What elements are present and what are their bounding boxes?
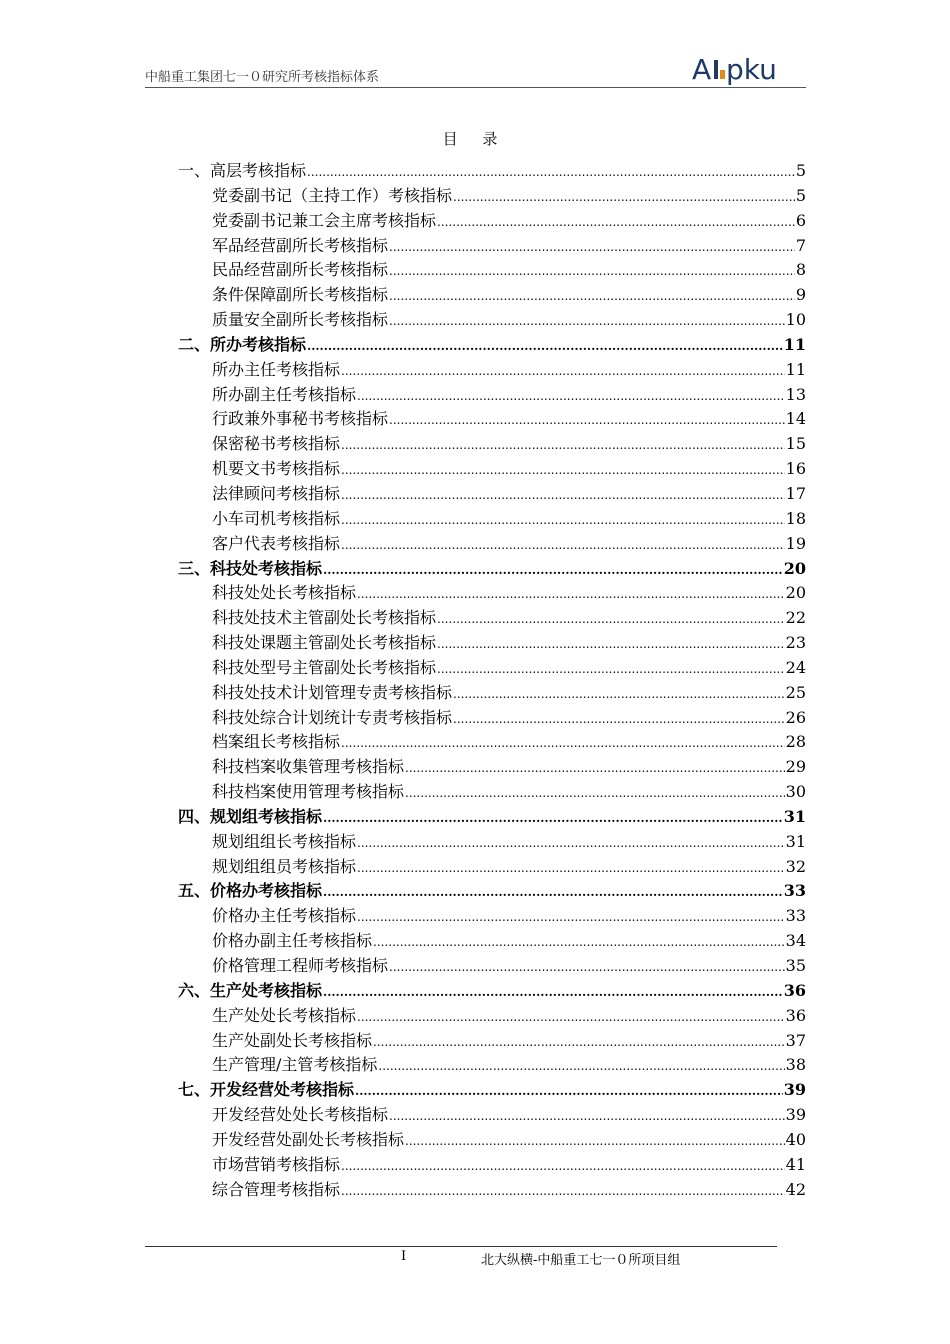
toc-entry-label: 档案组长考核指标 xyxy=(212,732,341,752)
toc-entry-page: 13 xyxy=(785,384,806,404)
footer-rule xyxy=(145,1246,777,1247)
toc-entry[interactable] xyxy=(178,507,806,532)
toc-entry[interactable] xyxy=(178,383,806,408)
toc-entry-label: 科技处技术计划管理专责考核指标 xyxy=(212,682,453,702)
toc-entry[interactable] xyxy=(178,258,806,283)
toc-entry[interactable] xyxy=(178,184,806,209)
toc-entry[interactable] xyxy=(178,457,806,482)
toc-entry-page: 34 xyxy=(785,931,806,951)
toc-entry[interactable] xyxy=(178,234,806,259)
toc-entry[interactable] xyxy=(178,805,806,830)
toc-leader-dots xyxy=(373,1030,785,1055)
toc-entry[interactable] xyxy=(178,706,806,731)
toc-leader-dots xyxy=(323,880,783,905)
toc-entry-page: 23 xyxy=(785,633,806,653)
footer-org: 北大纵横-中船重工七一０所项目组 xyxy=(481,1253,681,1268)
toc-entry-page: 9 xyxy=(795,285,806,305)
toc-entry-page: 25 xyxy=(785,682,806,702)
toc-entry[interactable] xyxy=(178,557,806,582)
toc-entry-page: 33 xyxy=(785,906,806,926)
toc-leader-dots xyxy=(373,930,785,955)
toc-entry-page: 39 xyxy=(785,1105,806,1125)
toc-leader-dots xyxy=(341,533,785,558)
toc-entry-label: 开发经营处副处长考核指标 xyxy=(212,1129,405,1149)
toc-entry[interactable] xyxy=(178,1178,806,1203)
toc-entry-page: 36 xyxy=(783,980,806,1000)
toc-leader-dots xyxy=(389,1104,785,1129)
toc-entry-label: 综合管理考核指标 xyxy=(212,1179,341,1199)
toc-entry[interactable] xyxy=(178,1153,806,1178)
toc-entry-page: 18 xyxy=(785,508,806,528)
toc-entry-label: 党委副书记兼工会主席考核指标 xyxy=(212,210,437,230)
toc-leader-dots xyxy=(437,210,795,235)
toc-entry-page: 5 xyxy=(795,161,806,180)
toc-entry-page: 14 xyxy=(785,409,806,429)
toc-entry-label: 生产处副处长考核指标 xyxy=(212,1030,373,1050)
toc-entry[interactable] xyxy=(178,904,806,929)
logo-text-a: A xyxy=(692,53,712,86)
toc-leader-dots xyxy=(378,1054,784,1079)
toc-leader-dots xyxy=(389,955,785,980)
toc-entry[interactable] xyxy=(178,830,806,855)
toc-entry-label: 科技档案收集管理考核指标 xyxy=(212,757,405,777)
toc-entry-label: 质量安全副所长考核指标 xyxy=(212,310,389,330)
table-of-contents xyxy=(178,159,806,1202)
toc-leader-dots xyxy=(405,1129,785,1154)
footer-page-number: I xyxy=(401,1249,407,1264)
toc-leader-dots xyxy=(341,359,785,384)
toc-entry-label: 民品经营副所长考核指标 xyxy=(212,260,389,280)
toc-leader-dots xyxy=(341,1154,785,1179)
toc-entry-page: 41 xyxy=(785,1154,806,1174)
toc-entry-label: 规划组组长考核指标 xyxy=(212,831,357,851)
toc-entry-page: 5 xyxy=(795,185,806,205)
toc-entry-page: 7 xyxy=(795,235,806,255)
toc-entry[interactable] xyxy=(178,1004,806,1029)
toc-entry[interactable] xyxy=(178,656,806,681)
toc-leader-dots xyxy=(453,682,785,707)
toc-entry-label: 生产管理/主管考核指标 xyxy=(212,1055,378,1075)
toc-entry-label: 军品经营副所长考核指标 xyxy=(212,235,389,255)
toc-entry[interactable] xyxy=(178,929,806,954)
toc-entry-page: 39 xyxy=(783,1080,806,1100)
toc-entry-page: 22 xyxy=(785,608,806,628)
toc-entry-label: 价格办副主任考核指标 xyxy=(212,931,373,951)
toc-entry[interactable] xyxy=(178,631,806,656)
toc-entry-label: 三、科技处考核指标 xyxy=(178,558,323,578)
toc-entry-label: 所办副主任考核指标 xyxy=(212,384,357,404)
toc-entry-page: 31 xyxy=(785,831,806,851)
toc-entry[interactable] xyxy=(178,681,806,706)
toc-leader-dots xyxy=(437,632,785,657)
toc-entry-label: 科技档案使用管理考核指标 xyxy=(212,782,405,802)
toc-leader-dots xyxy=(355,1079,783,1104)
header-rule xyxy=(145,87,806,88)
toc-entry-page: 11 xyxy=(783,334,806,354)
toc-entry-page: 37 xyxy=(785,1030,806,1050)
toc-leader-dots xyxy=(307,334,783,359)
toc-leader-dots xyxy=(405,756,785,781)
toc-entry-label: 四、规划组考核指标 xyxy=(178,806,323,826)
toc-entry-label: 开发经营处处长考核指标 xyxy=(212,1105,389,1125)
toc-entry[interactable] xyxy=(178,1078,806,1103)
toc-entry[interactable] xyxy=(178,159,806,184)
toc-entry-label: 七、开发经营处考核指标 xyxy=(178,1080,355,1100)
toc-entry[interactable] xyxy=(178,879,806,904)
toc-leader-dots xyxy=(357,831,785,856)
toc-leader-dots xyxy=(357,905,785,930)
toc-entry[interactable] xyxy=(178,283,806,308)
toc-leader-dots xyxy=(453,707,785,732)
toc-entry[interactable] xyxy=(178,730,806,755)
header-title: 中船重工集团七一０研究所考核指标体系 xyxy=(145,70,380,85)
toc-entry-label: 行政兼外事秘书考核指标 xyxy=(212,409,389,429)
toc-entry-label: 条件保障副所长考核指标 xyxy=(212,285,389,305)
toc-leader-dots xyxy=(389,235,795,260)
toc-leader-dots xyxy=(341,433,785,458)
toc-leader-dots xyxy=(389,259,795,284)
toc-entry-page: 40 xyxy=(785,1129,806,1149)
toc-entry-page: 28 xyxy=(785,732,806,752)
toc-entry-label: 科技处综合计划统计专责考核指标 xyxy=(212,707,453,727)
toc-leader-dots xyxy=(437,657,785,682)
toc-entry-label: 法律顾问考核指标 xyxy=(212,483,341,503)
toc-entry-page: 24 xyxy=(785,657,806,677)
toc-entry[interactable] xyxy=(178,606,806,631)
toc-leader-dots xyxy=(357,1005,785,1030)
toc-entry-page: 33 xyxy=(783,881,806,901)
toc-entry-label: 机要文书考核指标 xyxy=(212,459,341,479)
toc-entry[interactable] xyxy=(178,333,806,358)
toc-entry-page: 42 xyxy=(785,1179,806,1199)
toc-leader-dots xyxy=(389,309,785,334)
toc-entry-label: 所办主任考核指标 xyxy=(212,359,341,379)
toc-leader-dots xyxy=(323,558,783,583)
toc-leader-dots xyxy=(341,731,785,756)
toc-entry-label: 二、所办考核指标 xyxy=(178,334,307,354)
logo-text-rest: pku xyxy=(726,53,777,86)
toc-entry-label: 科技处课题主管副处长考核指标 xyxy=(212,633,437,653)
toc-entry-page: 11 xyxy=(785,359,806,379)
toc-entry-label: 生产处处长考核指标 xyxy=(212,1005,357,1025)
toc-entry-page: 35 xyxy=(785,956,806,975)
toc-entry-page: 17 xyxy=(785,483,806,503)
toc-entry[interactable] xyxy=(178,954,806,979)
toc-entry-label: 市场营销考核指标 xyxy=(212,1154,341,1174)
toc-entry-label: 一、高层考核指标 xyxy=(178,161,307,180)
toc-entry[interactable] xyxy=(178,532,806,557)
toc-entry-label: 六、生产处考核指标 xyxy=(178,980,323,1000)
toc-entry-label: 规划组组员考核指标 xyxy=(212,856,357,876)
toc-entry-page: 16 xyxy=(785,459,806,479)
toc-entry[interactable] xyxy=(178,581,806,606)
toc-entry[interactable] xyxy=(178,407,806,432)
toc-entry[interactable] xyxy=(178,482,806,507)
toc-entry-page: 15 xyxy=(785,434,806,454)
toc-leader-dots xyxy=(341,483,785,508)
toc-entry-label: 保密秘书考核指标 xyxy=(212,434,341,454)
toc-entry-page: 20 xyxy=(785,583,806,603)
toc-entry[interactable] xyxy=(178,755,806,780)
toc-entry-label: 价格办主任考核指标 xyxy=(212,906,357,926)
toc-entry[interactable] xyxy=(178,855,806,880)
toc-entry[interactable] xyxy=(178,979,806,1004)
toc-leader-dots xyxy=(323,806,783,831)
toc-entry-page: 32 xyxy=(785,856,806,876)
toc-leader-dots xyxy=(357,582,785,607)
toc-leader-dots xyxy=(341,508,785,533)
toc-leader-dots xyxy=(405,781,785,806)
toc-entry-label: 五、价格办考核指标 xyxy=(178,881,323,901)
toc-entry-label: 科技处技术主管副处长考核指标 xyxy=(212,608,437,628)
toc-entry-label: 党委副书记（主持工作）考核指标 xyxy=(212,185,453,205)
toc-entry-page: 31 xyxy=(783,806,806,826)
toc-leader-dots xyxy=(357,856,785,881)
toc-entry-page: 38 xyxy=(785,1055,806,1075)
toc-leader-dots xyxy=(341,1179,785,1204)
toc-entry[interactable] xyxy=(178,432,806,457)
toc-entry-page: 10 xyxy=(785,310,806,330)
toc-entry-page: 8 xyxy=(795,260,806,280)
toc-entry[interactable] xyxy=(178,1029,806,1054)
toc-entry-page: 30 xyxy=(785,782,806,802)
toc-leader-dots xyxy=(437,607,785,632)
toc-leader-dots xyxy=(453,185,795,210)
toc-entry[interactable] xyxy=(178,1128,806,1153)
toc-title: 目 录 xyxy=(442,130,508,148)
toc-entry[interactable] xyxy=(178,209,806,234)
toc-entry[interactable] xyxy=(178,1053,806,1078)
toc-leader-dots xyxy=(389,408,785,433)
toc-entry[interactable] xyxy=(178,358,806,383)
toc-entry-label: 科技处型号主管副处长考核指标 xyxy=(212,657,437,677)
toc-leader-dots xyxy=(389,284,795,309)
toc-leader-dots xyxy=(357,384,785,409)
toc-entry-page: 26 xyxy=(785,707,806,727)
toc-entry[interactable] xyxy=(178,1103,806,1128)
toc-entry-page: 19 xyxy=(785,533,806,553)
toc-entry[interactable] xyxy=(178,780,806,805)
toc-entry-label: 科技处处长考核指标 xyxy=(212,583,357,603)
toc-entry-label: 小车司机考核指标 xyxy=(212,508,341,528)
toc-entry-page: 6 xyxy=(795,210,806,230)
toc-entry[interactable] xyxy=(178,308,806,333)
toc-entry-label: 价格管理工程师考核指标 xyxy=(212,956,389,975)
toc-entry-page: 20 xyxy=(783,558,806,578)
toc-entry-label: 客户代表考核指标 xyxy=(212,533,341,553)
toc-leader-dots xyxy=(307,160,795,185)
toc-entry-page: 29 xyxy=(785,757,806,777)
toc-leader-dots xyxy=(341,458,785,483)
toc-leader-dots xyxy=(323,980,783,1005)
alpku-logo xyxy=(690,52,810,86)
toc-entry-page: 36 xyxy=(785,1005,806,1025)
